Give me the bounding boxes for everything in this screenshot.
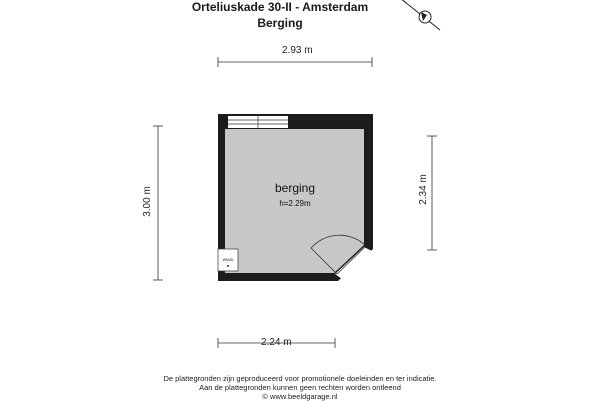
window [228, 116, 288, 128]
plan-title: Orteliuskade 30-II - Amsterdam [191, 0, 369, 14]
disclaimer-line-1: De plattegronden zijn geproduceerd voor promotionele doeleinden en ter indicatie. [163, 374, 437, 383]
room-height: h=2.29m [279, 199, 311, 208]
dimension-left-label: 3.00 m [141, 186, 153, 217]
dimension-top [218, 57, 372, 67]
copyright-link[interactable]: © www.beeldgarage.nl [262, 392, 338, 401]
dimension-top-label: 2.93 m [282, 45, 313, 56]
appliance-label: WM/D [222, 257, 234, 262]
disclaimer-line-2: Aan de plattegronden kunnen geen rechten worden ontleend [199, 383, 401, 392]
plan-subtitle: Berging [257, 16, 303, 30]
room-name: berging [274, 181, 316, 195]
compass-icon [400, 0, 440, 30]
dimension-left [153, 126, 163, 280]
dimension-right-label: 2.34 m [417, 174, 429, 205]
dimension-bottom-label: 2.24 m [261, 337, 292, 348]
